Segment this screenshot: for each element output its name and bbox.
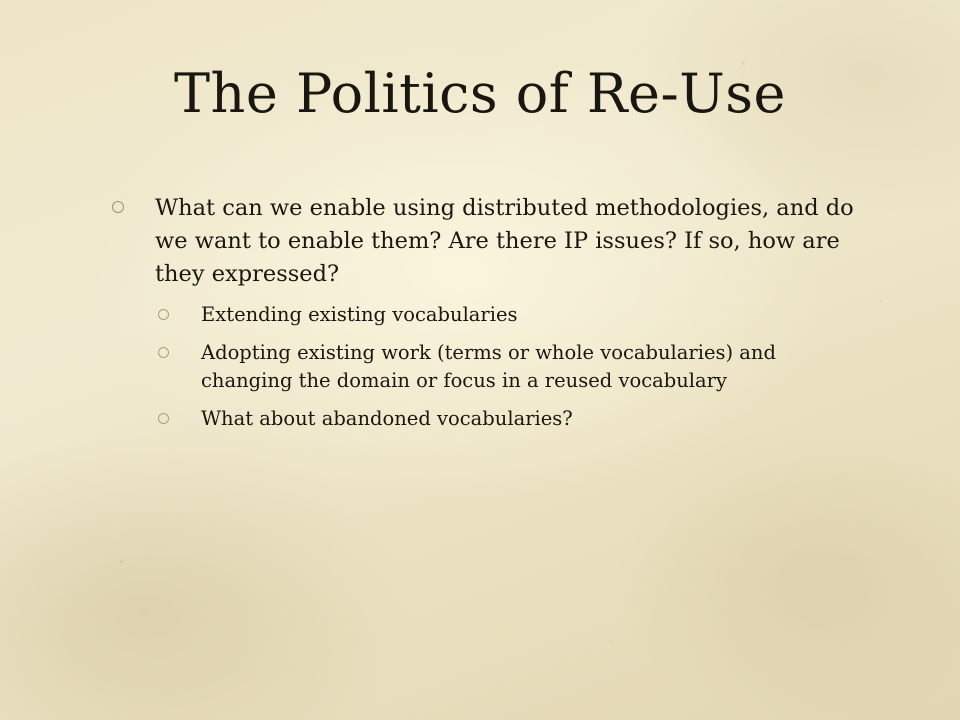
circle-bullet-icon	[158, 413, 169, 424]
sub-bullet-text: What about abandoned vocabularies?	[201, 407, 573, 430]
circle-bullet-icon	[158, 309, 169, 320]
bullet-list	[112, 192, 872, 443]
sub-bullet-text: Adopting existing work (terms or whole vocabularies) and changing the domain or focus in a reused vocabulary	[201, 341, 776, 392]
paper-speck	[880, 300, 882, 302]
bullet-item	[112, 192, 872, 291]
sub-bullet-item	[158, 405, 838, 433]
circle-bullet-icon	[112, 201, 124, 213]
sub-bullet-list	[158, 301, 838, 433]
bullet-text: What can we enable using distributed methodologies, and do we want to enable them? Are there IP issues? If so, how are they expressed?	[155, 195, 854, 287]
slide-title: The Politics of Re-Use	[174, 62, 786, 125]
paper-speck	[120, 560, 123, 563]
circle-bullet-icon	[158, 347, 169, 358]
paper-speck	[610, 640, 612, 642]
sub-bullet-container	[112, 301, 872, 433]
sub-bullet-item	[158, 339, 838, 395]
sub-bullet-text: Extending existing vocabularies	[201, 303, 518, 326]
sub-bullet-item	[158, 301, 838, 329]
